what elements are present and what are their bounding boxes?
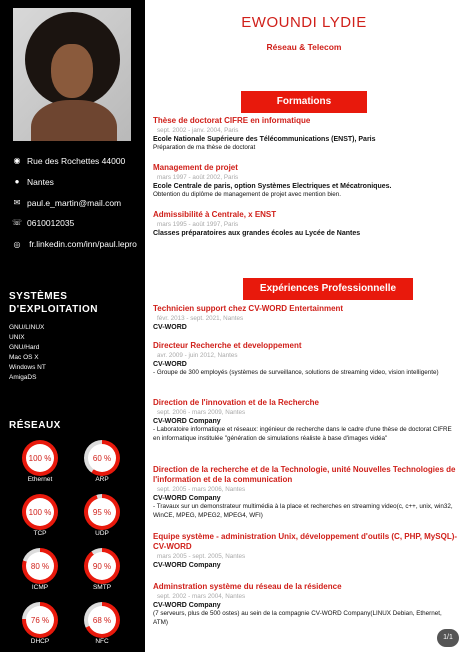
sidebar: ◉ Rue des Rochettes 44000 ● Nantes ✉ paul.e_martin@mail.com ☏ 0610012035 ◎ fr.linkedin.com/inn/paul.lepro SYSTÈMES D'EXPLOITATION GNU/LINUX UNIX GNU/Hard Mac OS X Windows NT AmigaDS RÉSEAUX 100 % Ethernet 60 % ARP 100 % TCP 95 % UDP 80 % ICMP 90 % SMTP 76 % DHCP 68 % NFC [0,0,145,652]
gauge-icmp [22,548,58,584]
entry-title: Admissibilité à Centrale, x ENST [153,210,277,219]
entry-desc: - Groupe de 300 employés (systèmes de surveillance, solutions de streaming video, vision intelligente) [153,369,439,376]
experience-entry [153,341,458,378]
os-item: UNIX [9,334,25,341]
experience-entry [153,532,458,570]
os-item: GNU/LINUX [9,324,45,331]
entry-org: CV-WORD Company [153,418,221,425]
entry-title: Direction de la recherche et de la Technologie, unité Nouvelles Technologies de l'information et de la communication [153,465,456,484]
page-counter: 1/1 [437,629,459,647]
gauge-label: ICMP [31,584,49,591]
map-pin-icon: ● [14,177,20,186]
entry-date: févr. 2013 - sept. 2021, Nantes [157,315,244,322]
gauge-value: 100 % [26,444,54,472]
os-title: SYSTÈMES D'EXPLOITATION [9,291,99,315]
entry-title: Directeur Recherche et developpement [153,341,302,350]
os-list [9,323,46,383]
os-item: AmigaDS [9,374,37,381]
entry-org: CV-WORD Company [153,602,221,609]
gauge-nfc [84,602,120,638]
gauge-value: 90 % [88,552,116,580]
profile-photo [13,8,131,141]
envelope-icon: ✉ [13,198,21,207]
entry-org: Ecole Nationale Supérieure des Télécommunications (ENST), Paris [153,136,376,143]
gauge-udp [84,494,120,530]
formations-banner: Formations [241,91,367,113]
experience-entry [153,582,458,627]
gauge-ethernet [22,440,58,476]
main-content [145,0,463,652]
gauge-label: UDP [95,530,109,537]
formation-entry [153,210,458,238]
entry-org: Classes préparatoires aux grandes écoles au Lycée de Nantes [153,230,361,237]
experience-entry [153,465,458,520]
entry-date: mars 1997 - août 2002, Paris [157,174,239,181]
gauge-arp [84,440,120,476]
gauge-smtp [84,548,120,584]
gauge-value: 60 % [88,444,116,472]
entry-title: Equipe système - administration Unix, développement d'outils (C, PHP, MySQL)-CV-WORD [153,532,458,551]
location-dot-icon: ◉ [13,156,21,165]
entry-date: mars 1995 - août 1997, Paris [157,221,239,228]
gauge-value: 80 % [26,552,54,580]
gauge-label: ARP [95,476,109,483]
entry-title: Thèse de doctorat CIFRE en informatique [153,116,311,125]
entry-title: Direction de l'innovation et de la Recherche [153,398,319,407]
os-item: Mac OS X [9,354,39,361]
phone-icon: ☏ [12,218,23,227]
globe-icon: ◎ [13,240,21,249]
entry-date: mars 2005 - sept. 2005, Nantes [157,553,246,560]
experience-entry [153,304,458,332]
entry-desc: - Travaux sur un demonstrateur multimédia à la place et recherches en streaming video(c, c++, unix, win32, WinCE, MPEG, MPEG2, MPEG4, WFI) [153,503,453,519]
experience-entry [153,398,458,443]
entry-date: sept. 2002 - mars 2004, Nantes [157,593,246,600]
experiences-banner: Expériences Professionnelle [243,278,413,300]
candidate-name: EWOUNDI LYDIE [241,14,367,31]
gauge-tcp [22,494,58,530]
entry-org: CV-WORD Company [153,562,221,569]
formation-entry [153,163,458,200]
entry-org: CV-WORD [153,324,187,331]
entry-org: CV-WORD [153,361,187,368]
gauge-label: SMTP [92,584,112,591]
entry-date: avr. 2009 - juin 2012, Nantes [157,352,238,359]
gauge-dhcp [22,602,58,638]
networks-title: RÉSEAUX [9,420,61,431]
gauge-label: Ethernet [27,476,53,483]
os-item: Windows NT [9,364,46,371]
gauge-label: TCP [33,530,47,537]
gauge-value: 95 % [88,498,116,526]
entry-title: Adminstration système du réseau de la résidence [153,582,342,591]
entry-date: sept. 2005 - mars 2006, Nantes [157,486,246,493]
os-item: GNU/Hard [9,344,40,351]
entry-title: Management de projet [153,163,238,172]
entry-desc: Préparation de ma thèse de doctorat [153,144,256,151]
entry-desc: Obtention du diplôme de management de projet avec mention bien. [153,191,341,198]
gauge-value: 100 % [26,498,54,526]
entry-date: sept. 2006 - mars 2009, Nantes [157,409,246,416]
gauge-value: 76 % [26,606,54,634]
gauge-label: DHCP [30,638,50,645]
entry-desc: - Laboratoire informatique et réseaux: ingénieur de recherche dans le cadre d'une thèse de doctorat CIFRE en informatique institulée "génération de simulations réaliste à base d'images vidéa" [153,426,452,442]
entry-org: Ecole Centrale de paris, option Systèmes Electriques et Mécatroniques. [153,183,392,190]
gauge-value: 68 % [88,606,116,634]
candidate-subtitle: Réseau & Telecom [266,42,342,52]
entry-title: Technicien support chez CV-WORD Entertainment [153,304,344,313]
entry-date: sept. 2002 - janv. 2004, Paris [157,127,239,134]
gauge-label: NFC [95,638,109,645]
entry-desc: (7 serveurs, plus de 500 ostes) au sein de la compagnie CV-WORD Company(LINUX Debian, Ethernet, ATM) [153,610,442,626]
formation-entry [153,116,458,153]
entry-org: CV-WORD Company [153,495,221,502]
